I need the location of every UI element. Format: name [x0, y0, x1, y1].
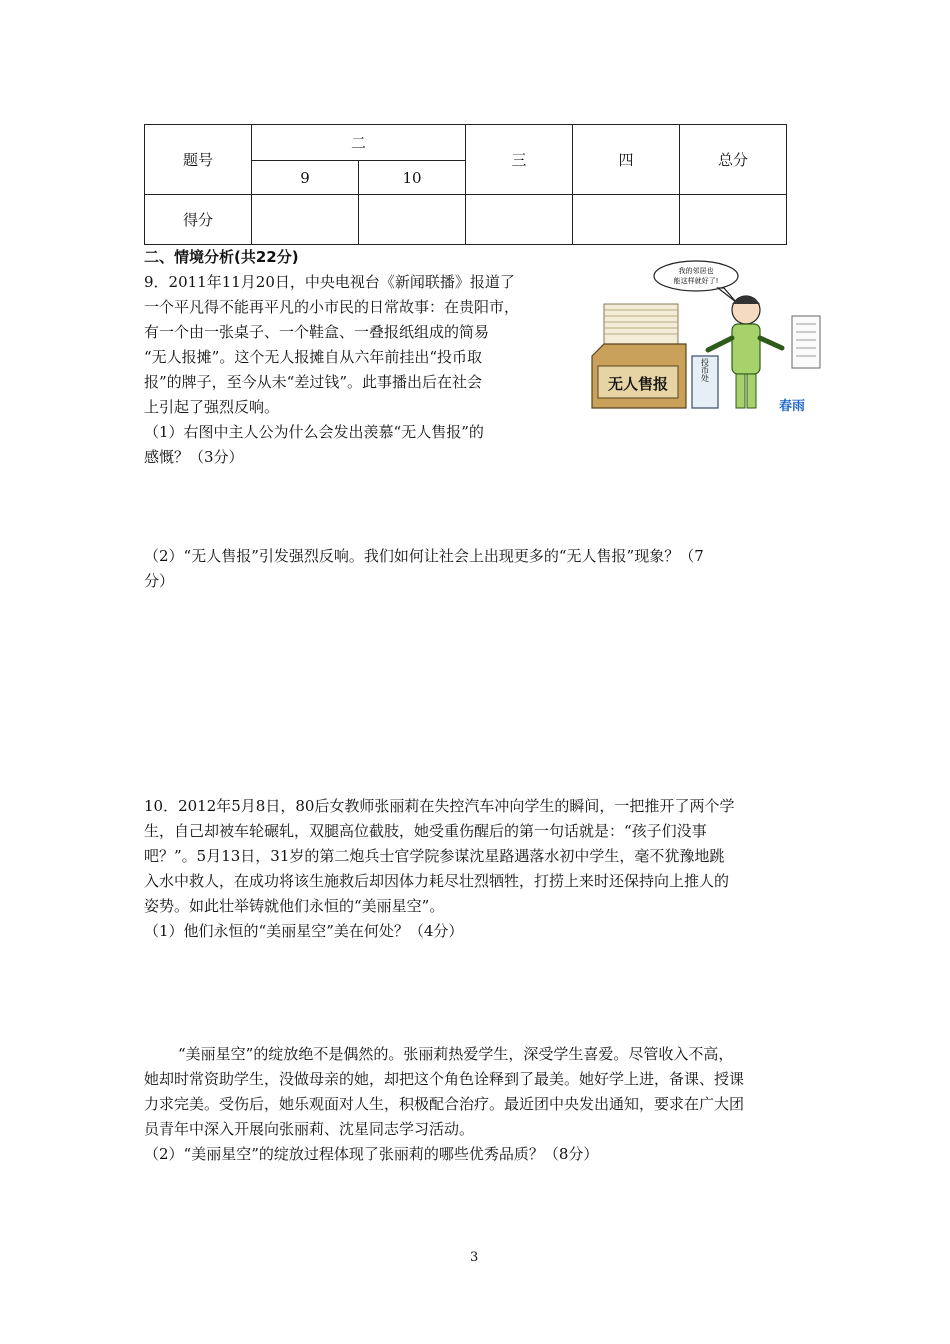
q9-line: 上引起了强烈反响。 — [144, 398, 280, 416]
score-cell-san — [466, 195, 573, 245]
score-table — [144, 124, 787, 245]
score-cell-si — [573, 195, 680, 245]
col-total: 总分 — [680, 125, 787, 195]
man-figure — [708, 296, 782, 408]
q10-line: 入水中救人，在成功将该生施救后却因体力耗尽壮烈牺牲，打捞上来时还保持向上推人的 — [144, 872, 730, 890]
score-cell-10 — [359, 195, 466, 245]
bubble-text-2: 能这样就好了! — [673, 277, 719, 285]
q10-para-line: 员青年中深入开展向张丽莉、沈星同志学习活动。 — [144, 1120, 475, 1138]
q9-line: 一个平凡得不能再平凡的小市民的日常故事：在贵阳市， — [144, 298, 520, 316]
q10-paragraph — [144, 1042, 814, 1167]
q9-line: 报”的牌子，至今从未“差过钱”。此事播出后在社会 — [144, 373, 483, 391]
col-san: 三 — [466, 125, 573, 195]
q9-stem — [144, 270, 574, 470]
q10-stem — [144, 794, 814, 944]
speech-bubble — [654, 261, 738, 302]
section-heading: 二、情境分析(共22分) — [144, 248, 299, 266]
q9-sub2-line: （2）“无人售报”引发强烈反响。我们如何让社会上出现更多的“无人售报”现象？（7 — [144, 547, 704, 565]
q9-line: 9．2011年11月20日，中央电视台《新闻联播》报道了 — [144, 273, 515, 291]
cartoon-signature: 春雨 — [778, 399, 806, 414]
label-tihao: 题号 — [145, 125, 252, 195]
q10-sub2: （2）“美丽星空”的绽放过程体现了张丽莉的哪些优秀品质？（8分） — [144, 1145, 599, 1163]
coin-box — [692, 356, 718, 408]
q10-line: 吧？”。5月13日，31岁的第二炮兵士官学院参谋沈星路遇落水初中学生，毫不犹豫地跳 — [144, 847, 725, 865]
q9-sub1-line: （1）右图中主人公为什么会发出羡慕“无人售报”的 — [144, 423, 484, 441]
q10-para-line: 力求完美。受伤后，她乐观面对人生，积极配合治疗。最近团中央发出通知，要求在广大团 — [144, 1095, 745, 1113]
q9-line: “无人报摊”。这个无人报摊自从六年前挂出“投币取 — [144, 348, 483, 366]
col-si: 四 — [573, 125, 680, 195]
col-er: 二 — [252, 125, 466, 161]
q9-sub2-line: 分） — [144, 572, 175, 590]
stand-label: 无人售报 — [607, 375, 669, 393]
bubble-text-1: 我的邻居也 — [678, 267, 714, 275]
q9-sub1-line: 感慨？（3分） — [144, 448, 244, 466]
score-cell-total — [680, 195, 787, 245]
q10-para-line: 她却时常资助学生，没做母亲的她，却把这个角色诠释到了最美。她好学上进，备课、授课 — [144, 1070, 745, 1088]
score-cell-9 — [252, 195, 359, 245]
q10-line: 生，自己却被车轮碾轧，双腿高位截肢，她受重伤醒后的第一句话就是：“孩子们没事 — [144, 822, 707, 840]
q9-line: 有一个由一张桌子、一个鞋盒、一叠报纸组成的简易 — [144, 323, 490, 341]
q10-sub1: （1）他们永恒的“美丽星空”美在何处？（4分） — [144, 922, 464, 940]
q10-para-line: “美丽星空”的绽放绝不是偶然的。张丽莉热爱学生，深受学生喜爱。尽管收入不高， — [178, 1045, 734, 1063]
sub-9: 9 — [252, 161, 359, 195]
box-label: 投币处 — [700, 358, 710, 382]
wall-poster — [792, 316, 820, 368]
cartoon-illustration — [586, 258, 822, 426]
q10-line: 10．2012年5月8日，80后女教师张丽莉在失控汽车冲向学生的瞬间，一把推开了两个学 — [144, 797, 735, 815]
label-defen: 得分 — [145, 195, 252, 245]
q9-sub2 — [144, 544, 814, 594]
newspaper-stack — [604, 304, 678, 344]
sub-10: 10 — [359, 161, 466, 195]
page-number: 3 — [470, 1250, 479, 1265]
q10-line: 姿势。如此壮举铸就他们永恒的“美丽星空”。 — [144, 897, 445, 915]
newspaper-stand — [592, 344, 686, 408]
